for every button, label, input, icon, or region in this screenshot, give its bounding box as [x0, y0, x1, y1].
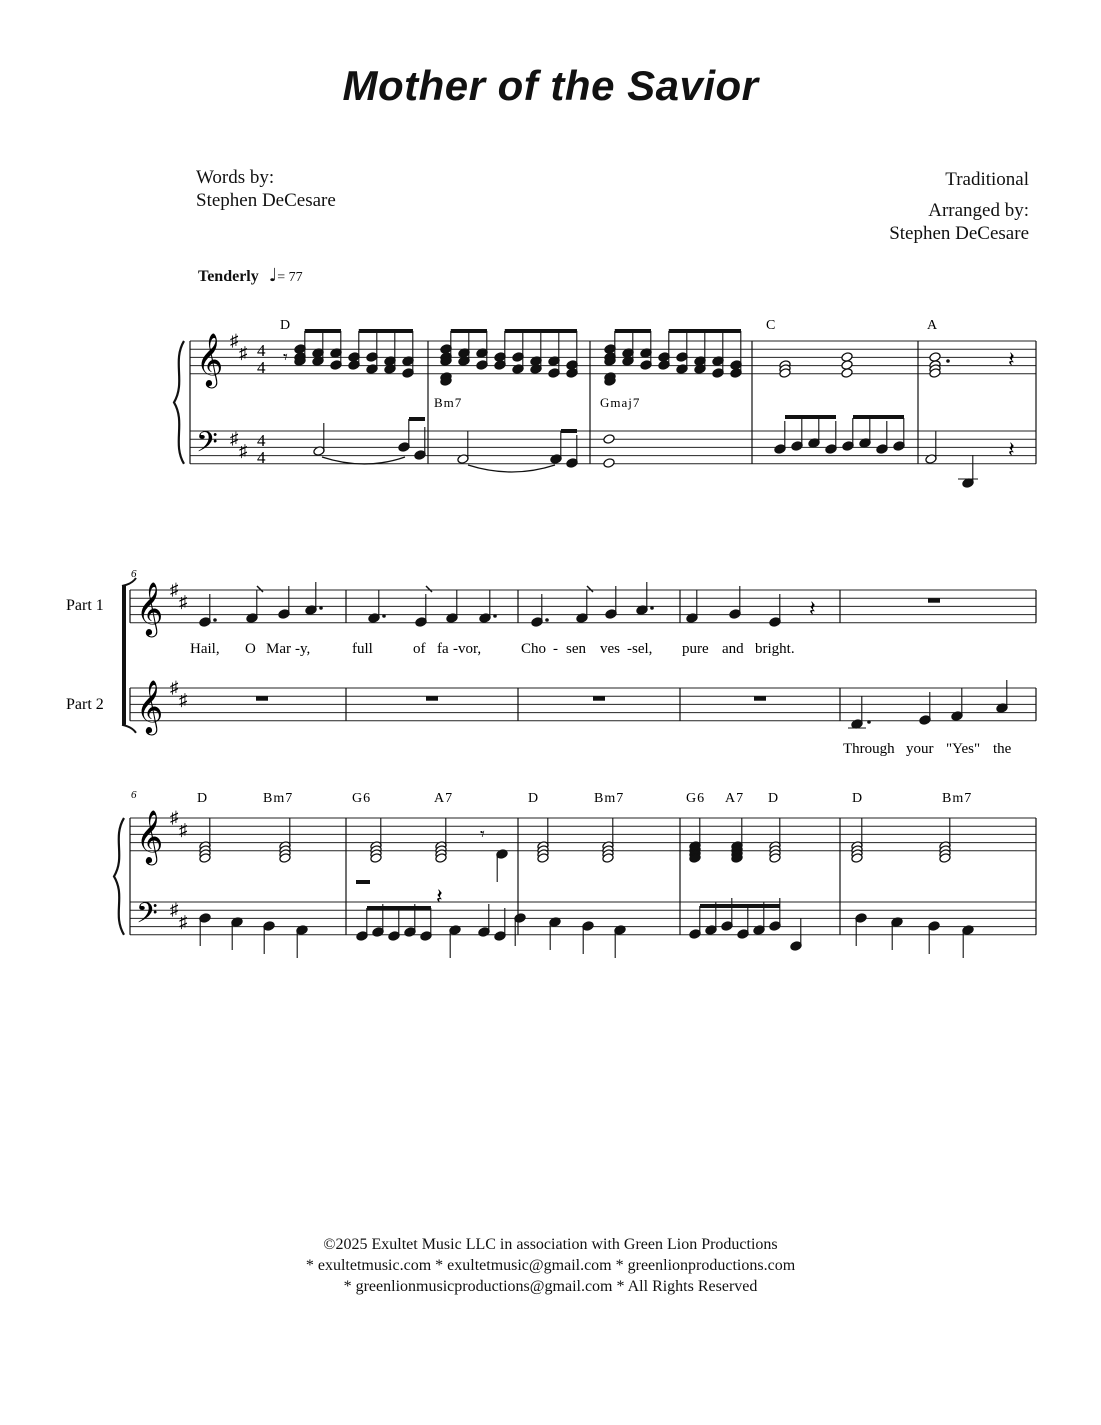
beam — [561, 429, 577, 433]
chord-symbol: Bm7 — [942, 791, 973, 806]
lyric-syllable: vor, — [458, 641, 482, 657]
lyric-syllable: - — [627, 641, 632, 657]
chord-symbol: A7 — [434, 791, 454, 806]
bass-clef-icon: 𝄢 — [196, 428, 218, 465]
dot — [867, 720, 871, 724]
beam — [367, 906, 431, 910]
treble-clef-icon: 𝄞 — [136, 811, 164, 862]
chord-symbol: Bm7 — [594, 791, 625, 806]
chord-symbol: D — [852, 791, 863, 806]
lyrics-part1 — [190, 641, 795, 657]
measure-number: 6 — [131, 568, 137, 580]
whole-rest — [593, 696, 605, 701]
chord-symbol: D — [528, 791, 539, 806]
flag — [257, 586, 263, 592]
flag — [587, 586, 593, 592]
chord-symbol: A — [927, 318, 938, 333]
beam — [451, 329, 487, 333]
bracket-hook — [122, 725, 136, 733]
lyric-syllable: pure — [682, 641, 709, 657]
lyric-syllable: sel, — [632, 641, 653, 657]
note-head — [603, 434, 615, 445]
quarter-rest-icon: 𝄽 — [1008, 347, 1015, 372]
dot — [493, 614, 497, 618]
quarter-note-icon: ♩ — [268, 265, 278, 286]
words-by-label: Words by: — [196, 167, 275, 188]
beam — [853, 415, 904, 419]
lyric-syllable: fa — [437, 641, 449, 657]
sharp-icon: ♯ — [230, 429, 239, 449]
chord-symbol: A7 — [725, 791, 745, 806]
footer-line: ©2025 Exultet Music LLC in association with Green Lion Productions — [323, 1236, 778, 1253]
lyric-syllable: sen — [566, 641, 586, 657]
quarter-rest-icon: 𝄽 — [436, 884, 443, 909]
lyric-syllable: - — [295, 641, 300, 657]
beam — [700, 904, 780, 908]
lyric-syllable: the — [993, 741, 1012, 757]
note-head — [603, 458, 615, 469]
chord-symbol: C — [766, 318, 776, 333]
bracket — [122, 586, 126, 725]
lyric-syllable: ves — [600, 641, 620, 657]
lyrics-part2 — [843, 741, 1012, 757]
whole-rest — [928, 598, 940, 603]
quarter-rest-icon: 𝄽 — [1008, 437, 1015, 462]
lyric-syllable: Cho — [521, 641, 547, 657]
lyric-syllable: "Yes" — [946, 741, 981, 757]
whole-rest — [754, 696, 766, 701]
sharp-icon: ♯ — [179, 690, 188, 710]
sharp-icon: ♯ — [239, 441, 248, 461]
chord-symbol: Gmaj7 — [600, 395, 641, 410]
lyric-syllable: - — [453, 641, 458, 657]
time-signature: 4 — [257, 431, 266, 450]
lyric-syllable: y, — [300, 641, 311, 657]
dot — [545, 618, 549, 622]
chord-symbol: G6 — [352, 791, 372, 806]
sharp-icon: ♯ — [170, 678, 179, 697]
beam — [669, 329, 741, 333]
lyric-syllable: of — [413, 641, 426, 657]
dot — [319, 606, 323, 610]
sharp-icon: ♯ — [230, 331, 239, 350]
brace — [174, 341, 184, 464]
chord-symbol: D — [280, 318, 291, 333]
beam — [615, 329, 651, 333]
tie — [322, 457, 405, 464]
music-origin: Traditional — [945, 169, 1029, 190]
sharp-icon: ♯ — [239, 343, 248, 363]
time-signature: 4 — [257, 448, 266, 467]
chord-symbol: D — [768, 791, 779, 806]
lyric-syllable: your — [906, 741, 934, 757]
lyricist-name: Stephen DeCesare — [196, 190, 336, 211]
piano-chords-system2 — [197, 791, 972, 806]
measure-number: 6 — [131, 789, 137, 801]
lyric-syllable: Hail, — [190, 641, 220, 657]
arranger-name: Stephen DeCesare — [889, 223, 1029, 244]
treble-clef-icon: 𝄞 — [136, 681, 164, 732]
footer-line: * greenlionmusicproductions@gmail.com * All Rights Reserved — [343, 1278, 758, 1295]
quarter-rest-icon: 𝄽 — [809, 596, 816, 621]
brace — [114, 818, 124, 935]
chord-symbol: Bm7 — [263, 791, 294, 806]
dot — [946, 359, 950, 363]
bar-lines — [130, 341, 1036, 935]
lyric-syllable: Through — [843, 741, 895, 757]
bass-clef-icon: 𝄢 — [136, 899, 158, 936]
eighth-rest-icon: 𝄾 — [283, 347, 288, 367]
half-rest — [356, 880, 370, 884]
dot — [382, 614, 386, 618]
treble-clef-icon: 𝄞 — [136, 583, 164, 634]
sharp-icon: ♯ — [179, 592, 188, 612]
beam — [785, 415, 836, 419]
arranged-by-label: Arranged by: — [928, 200, 1029, 221]
time-signature: 4 — [257, 341, 266, 360]
lyric-syllable: O — [245, 641, 256, 657]
tie — [468, 465, 555, 472]
treble-clef-icon: 𝄞 — [196, 334, 224, 385]
sharp-icon: ♯ — [170, 580, 179, 599]
flag — [426, 586, 432, 592]
dot — [213, 618, 217, 622]
beam — [409, 417, 425, 421]
tempo-bpm: = 77 — [277, 270, 303, 285]
part1-label: Part 1 — [66, 597, 104, 614]
beam — [359, 329, 413, 333]
sharp-icon: ♯ — [179, 912, 188, 932]
clefs-and-signatures — [114, 331, 1015, 936]
sharp-icon: ♯ — [179, 820, 188, 840]
lyric-syllable: full — [352, 641, 373, 657]
note-head — [841, 368, 853, 379]
song-title: Mother of the Savior — [342, 62, 759, 109]
tempo-word: Tenderly — [198, 268, 259, 285]
chord-symbol: G6 — [686, 791, 706, 806]
lyric-syllable: - — [553, 641, 558, 657]
beam — [305, 329, 341, 333]
lyric-syllable: Mar — [266, 641, 291, 657]
footer-line: * exultetmusic.com * exultetmusic@gmail.com * greenlionproductions.com — [305, 1257, 796, 1274]
chord-symbol: D — [197, 791, 208, 806]
dot — [650, 606, 654, 610]
beam — [505, 329, 577, 333]
whole-rest — [426, 696, 438, 701]
copyright-footer — [0, 1234, 1101, 1297]
lyric-syllable: bright. — [755, 641, 795, 657]
lyric-syllable: and — [722, 641, 744, 657]
whole-rest — [256, 696, 268, 701]
sharp-icon: ♯ — [170, 808, 179, 827]
sharp-icon: ♯ — [170, 900, 179, 920]
chord-symbol: Bm7 — [434, 395, 463, 410]
eighth-rest-icon: 𝄾 — [480, 824, 485, 844]
part2-label: Part 2 — [66, 696, 104, 713]
time-signature: 4 — [257, 358, 266, 377]
staff-lines — [130, 341, 1036, 935]
